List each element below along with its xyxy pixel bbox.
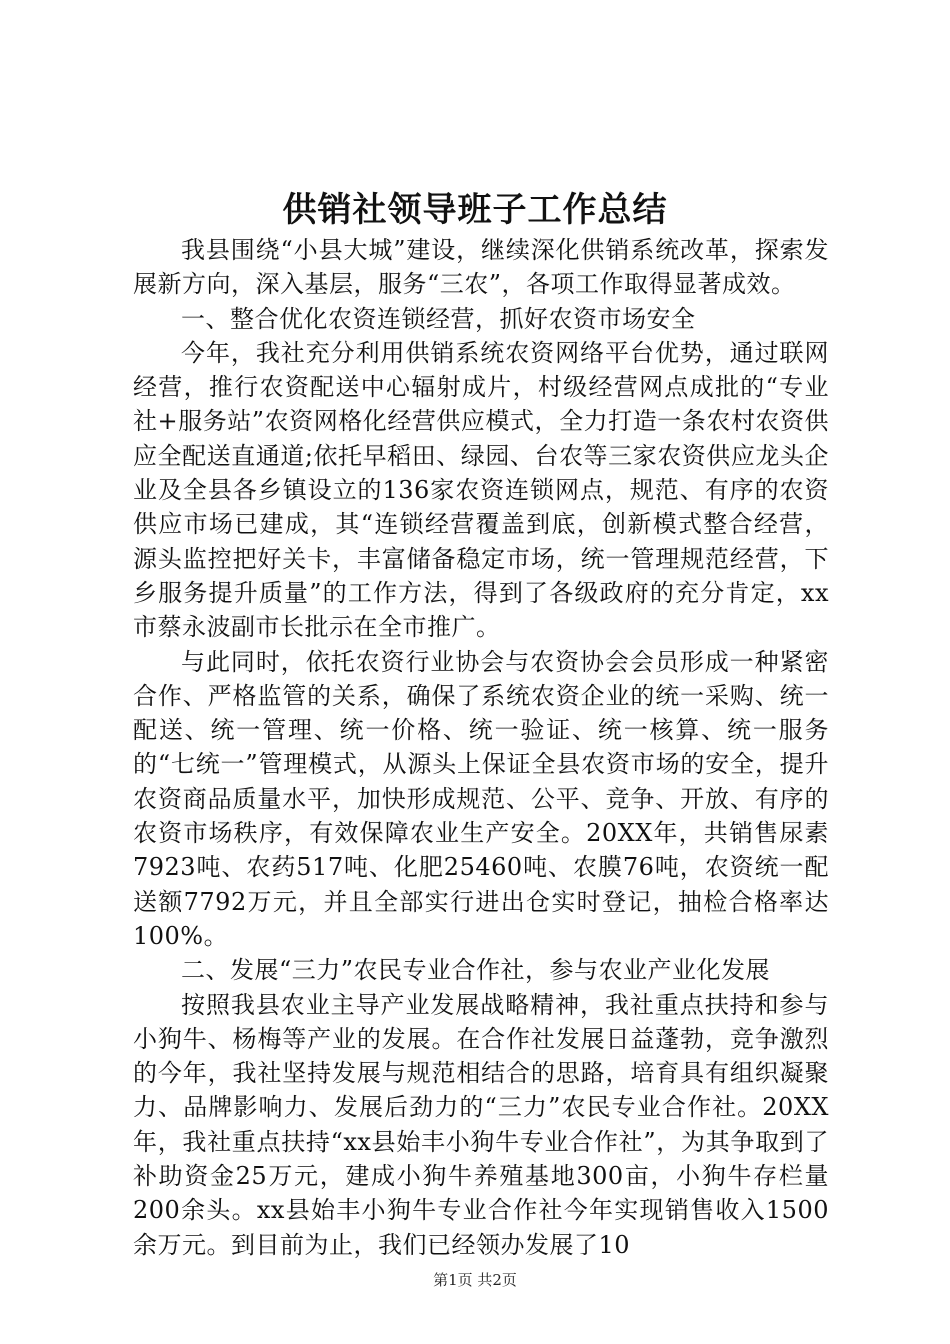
section-2-paragraph-1: 按照我县农业主导产业发展战略精神，我社重点扶持和参与小狗牛、杨梅等产业的发展。在合作社发展日益蓬勃，竞争激烈的今年，我社坚持发展与规范相结合的思路，培育具有组织凝聚力、品牌影响力、发展后劲力的“三力”农民专业合作社。20XX年，我社重点扶持“xx县始丰小狗牛专业合作社”，为其争取到了补助资金25万元，建成小狗牛养殖基地300亩，小狗牛存栏量200余头。xx县始丰小狗牛专业合作社今年实现销售收入1500余万元。到目前为止，我们已经领办发展了10 — [133, 990, 829, 1259]
page-footer: 第1页 共2页 — [433, 1271, 517, 1289]
document-title: 供销社领导班子工作总结 — [282, 190, 668, 230]
section-1-paragraph-1: 今年，我社充分利用供销系统农资网络平台优势，通过联网经营，推行农资配送中心辐射成片，村级经营网点成批的“专业社+服务站”农资网格化经营供应模式，全力打造一条农村农资供应全配送直通道;依托早稻田、绿园、台农等三家农资供应龙头企业及全县各乡镇设立的136家农资连锁网点，规范、有序的农资供应市场已建成，其“连锁经营覆盖到底，创新模式整合经营，源头监控把好关卡，丰富储备稳定市场，统一管理规范经营，下乡服务提升质量”的工作方法，得到了各级政府的充分肯定，xx市蔡永波副市长批示在全市推广。 — [133, 338, 829, 642]
document-body — [133, 233, 829, 1262]
intro-paragraph: 我县围绕“小县大城”建设，继续深化供销系统改革，探索发展新方向，深入基层，服务“三农”，各项工作取得显著成效。 — [133, 236, 829, 299]
section-heading-1: 一、整合优化农资连锁经营，抓好农资市场安全 — [181, 304, 696, 333]
section-heading-2: 二、发展“三力”农民专业合作社，参与农业产业化发展 — [181, 956, 771, 985]
section-1-paragraph-2: 与此同时，依托农资行业协会与农资协会会员形成一种紧密合作、严格监管的关系，确保了系统农资企业的统一采购、统一配送、统一管理、统一价格、统一验证、统一核算、统一服务的“七统一”管理模式，从源头上保证全县农资市场的安全，提升农资商品质量水平，加快形成规范、公平、竞争、开放、有序的农资市场秩序，有效保障农业生产安全。20XX年，共销售尿素7923吨、农药517吨、化肥25460吨、农膜76吨，农资统一配送额7792万元，并且全部实行进出仓实时登记，抽检合格率达100%。 — [133, 647, 829, 950]
